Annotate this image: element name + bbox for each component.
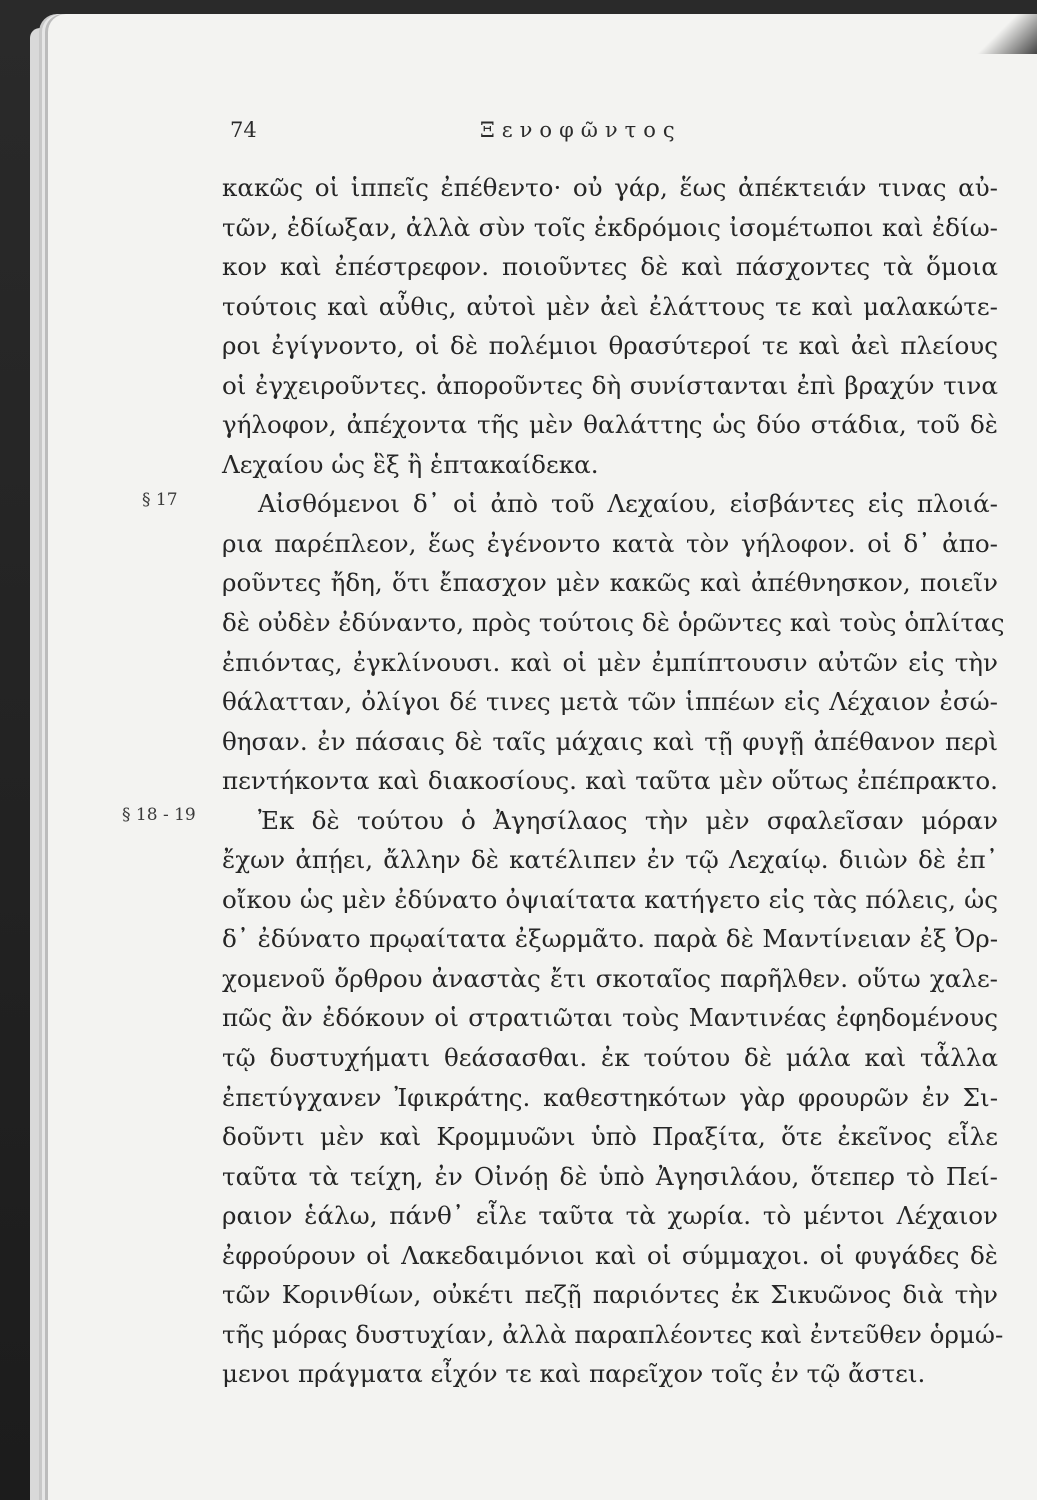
text-line: ρια παρέπλεον, ἕως ἐγένοντο κατὰ τὸν γήλοφον. οἱ δ᾽ ἀπο- <box>222 528 998 558</box>
text-line: οἱ ἐγχειροῦντες. ἀποροῦντες δὴ συνίστανται ἐπὶ βραχύν τινα <box>222 370 998 400</box>
page-header <box>230 118 990 148</box>
text-line: θάλατταν, ὀλίγοι δέ τινες μετὰ τῶν ἱππέων εἰς Λέχαιον ἐσώ- <box>222 687 998 717</box>
page-corner-shadow <box>977 14 1037 54</box>
text-line: ραιον ἑάλω, πάνθ᾽ εἷλε ταῦτα τὰ χωρία. τὸ μέντοι Λέχαιον <box>222 1201 998 1231</box>
text-line: Αἰσθόμενοι δ᾽ οἱ ἀπὸ τοῦ Λεχαίου, εἰσβάντες εἰς πλοιά- <box>258 489 998 519</box>
text-line: Λεχαίου ὡς ἓξ ἢ ἑπτακαίδεκα. <box>222 449 599 479</box>
text-line: τῆς μόρας δυστυχίαν, ἀλλὰ παραπλέοντες καὶ ἐντεῦθεν ὁρμώ- <box>222 1319 1004 1349</box>
text-line: ροῦντες ἤδη, ὅτι ἔπασχον μὲν κακῶς καὶ ἀπέθνησκον, ποιεῖν <box>222 568 998 598</box>
text-line: δ᾽ ἐδύνατο πρῳαίτατα ἐξωρμᾶτο. παρὰ δὲ Μαντίνειαν ἐξ Ὀρ- <box>222 924 998 954</box>
text-line: κον καὶ ἐπέστρεφον. ποιοῦντες δὲ καὶ πάσχοντες τὰ ὅμοια <box>222 252 998 282</box>
body-text <box>222 168 1005 1394</box>
text-line: ἐπετύγχανεν Ἰφικράτης. καθεστηκότων γὰρ φρουρῶν ἐν Σι- <box>222 1082 998 1112</box>
text-line: κακῶς οἱ ἱππεῖς ἐπέθεντο· οὐ γάρ, ἕως ἀπέκτειάν τινας αὐ- <box>222 173 998 202</box>
text-line: τῷ δυστυχήματι θεάσασθαι. ἐκ τούτου δὲ μάλα καὶ τἆλλα <box>222 1043 998 1073</box>
text-line: ἐφρούρουν οἱ Λακεδαιμόνιοι καὶ οἱ σύμμαχοι. οἱ φυγάδες δὲ <box>222 1240 998 1270</box>
text-line: δὲ οὐδὲν ἐδύναντο, πρὸς τούτοις δὲ ὁρῶντες καὶ τοὺς ὁπλίτας <box>222 608 1005 638</box>
text-line: οἴκου ὡς μὲν ἐδύνατο ὀψιαίτατα κατήγετο εἰς τὰς πόλεις, ὡς <box>222 884 998 914</box>
text-line: τούτοις καὶ αὖθις, αὐτοὶ μὲν ἀεὶ ἐλάττους τε καὶ μαλακώτε- <box>222 291 998 321</box>
text-line: Ἐκ δὲ τούτου ὁ Ἀγησίλαος τὴν μὲν σφαλεῖσαν μόραν <box>258 805 998 835</box>
section-marker-18-19: § 18 - 19 <box>122 805 196 825</box>
text-line: ἐπιόντας, ἐγκλίνουσι. καὶ οἱ μὲν ἐμπίπτουσιν αὐτῶν εἰς τὴν <box>222 647 998 677</box>
running-head: Ξενοφῶντος <box>480 118 682 142</box>
page-number: 74 <box>230 118 257 142</box>
text-line: πεντήκοντα καὶ διακοσίους. καὶ ταῦτα μὲν οὕτως ἐπέπρακτο. <box>222 766 998 796</box>
text-line: ταῦτα τὰ τείχη, ἐν Οἰνόῃ δὲ ὑπὸ Ἀγησιλάου, ὅτεπερ τὸ Πεί- <box>222 1161 998 1191</box>
text-line: πῶς ἂν ἐδόκουν οἱ στρατιῶται τοὺς Μαντινέας ἐφηδομένους <box>222 1003 998 1033</box>
text-line: θησαν. ἐν πάσαις δὲ ταῖς μάχαις καὶ τῇ φυγῇ ἀπέθανον περὶ <box>222 726 998 756</box>
text-line: τῶν, ἐδίωξαν, ἀλλὰ σὺν τοῖς ἐκδρόμοις ἰσομέτωποι καὶ ἐδίω- <box>222 212 998 242</box>
text-line: χομενοῦ ὄρθρου ἀναστὰς ἔτι σκοταῖος παρῆλθεν. οὕτω χαλε- <box>222 963 998 993</box>
text-line: τῶν Κορινθίων, οὐκέτι πεζῇ παριόντες ἐκ Σικυῶνος διὰ τὴν <box>222 1280 998 1310</box>
text-line: ροι ἐγίγνοντο, οἱ δὲ πολέμιοι θρασύτεροί τε καὶ ἀεὶ πλείους <box>222 331 998 361</box>
text-line: δοῦντι μὲν καὶ Κρομμυῶνι ὑπὸ Πραξίτα, ὅτε ἐκεῖνος εἷλε <box>222 1122 998 1152</box>
text-line: ἔχων ἀπῄει, ἄλλην δὲ κατέλιπεν ἐν τῷ Λεχαίῳ. διιὼν δὲ ἐπ᾽ <box>222 845 998 875</box>
text-line: γήλοφον, ἀπέχοντα τῆς μὲν θαλάττης ὡς δύο στάδια, τοῦ δὲ <box>222 410 998 440</box>
section-marker-17: § 17 <box>142 490 178 510</box>
text-line: μενοι πράγματα εἶχόν τε καὶ παρεῖχον τοῖς ἐν τῷ ἄστει. <box>222 1359 926 1389</box>
